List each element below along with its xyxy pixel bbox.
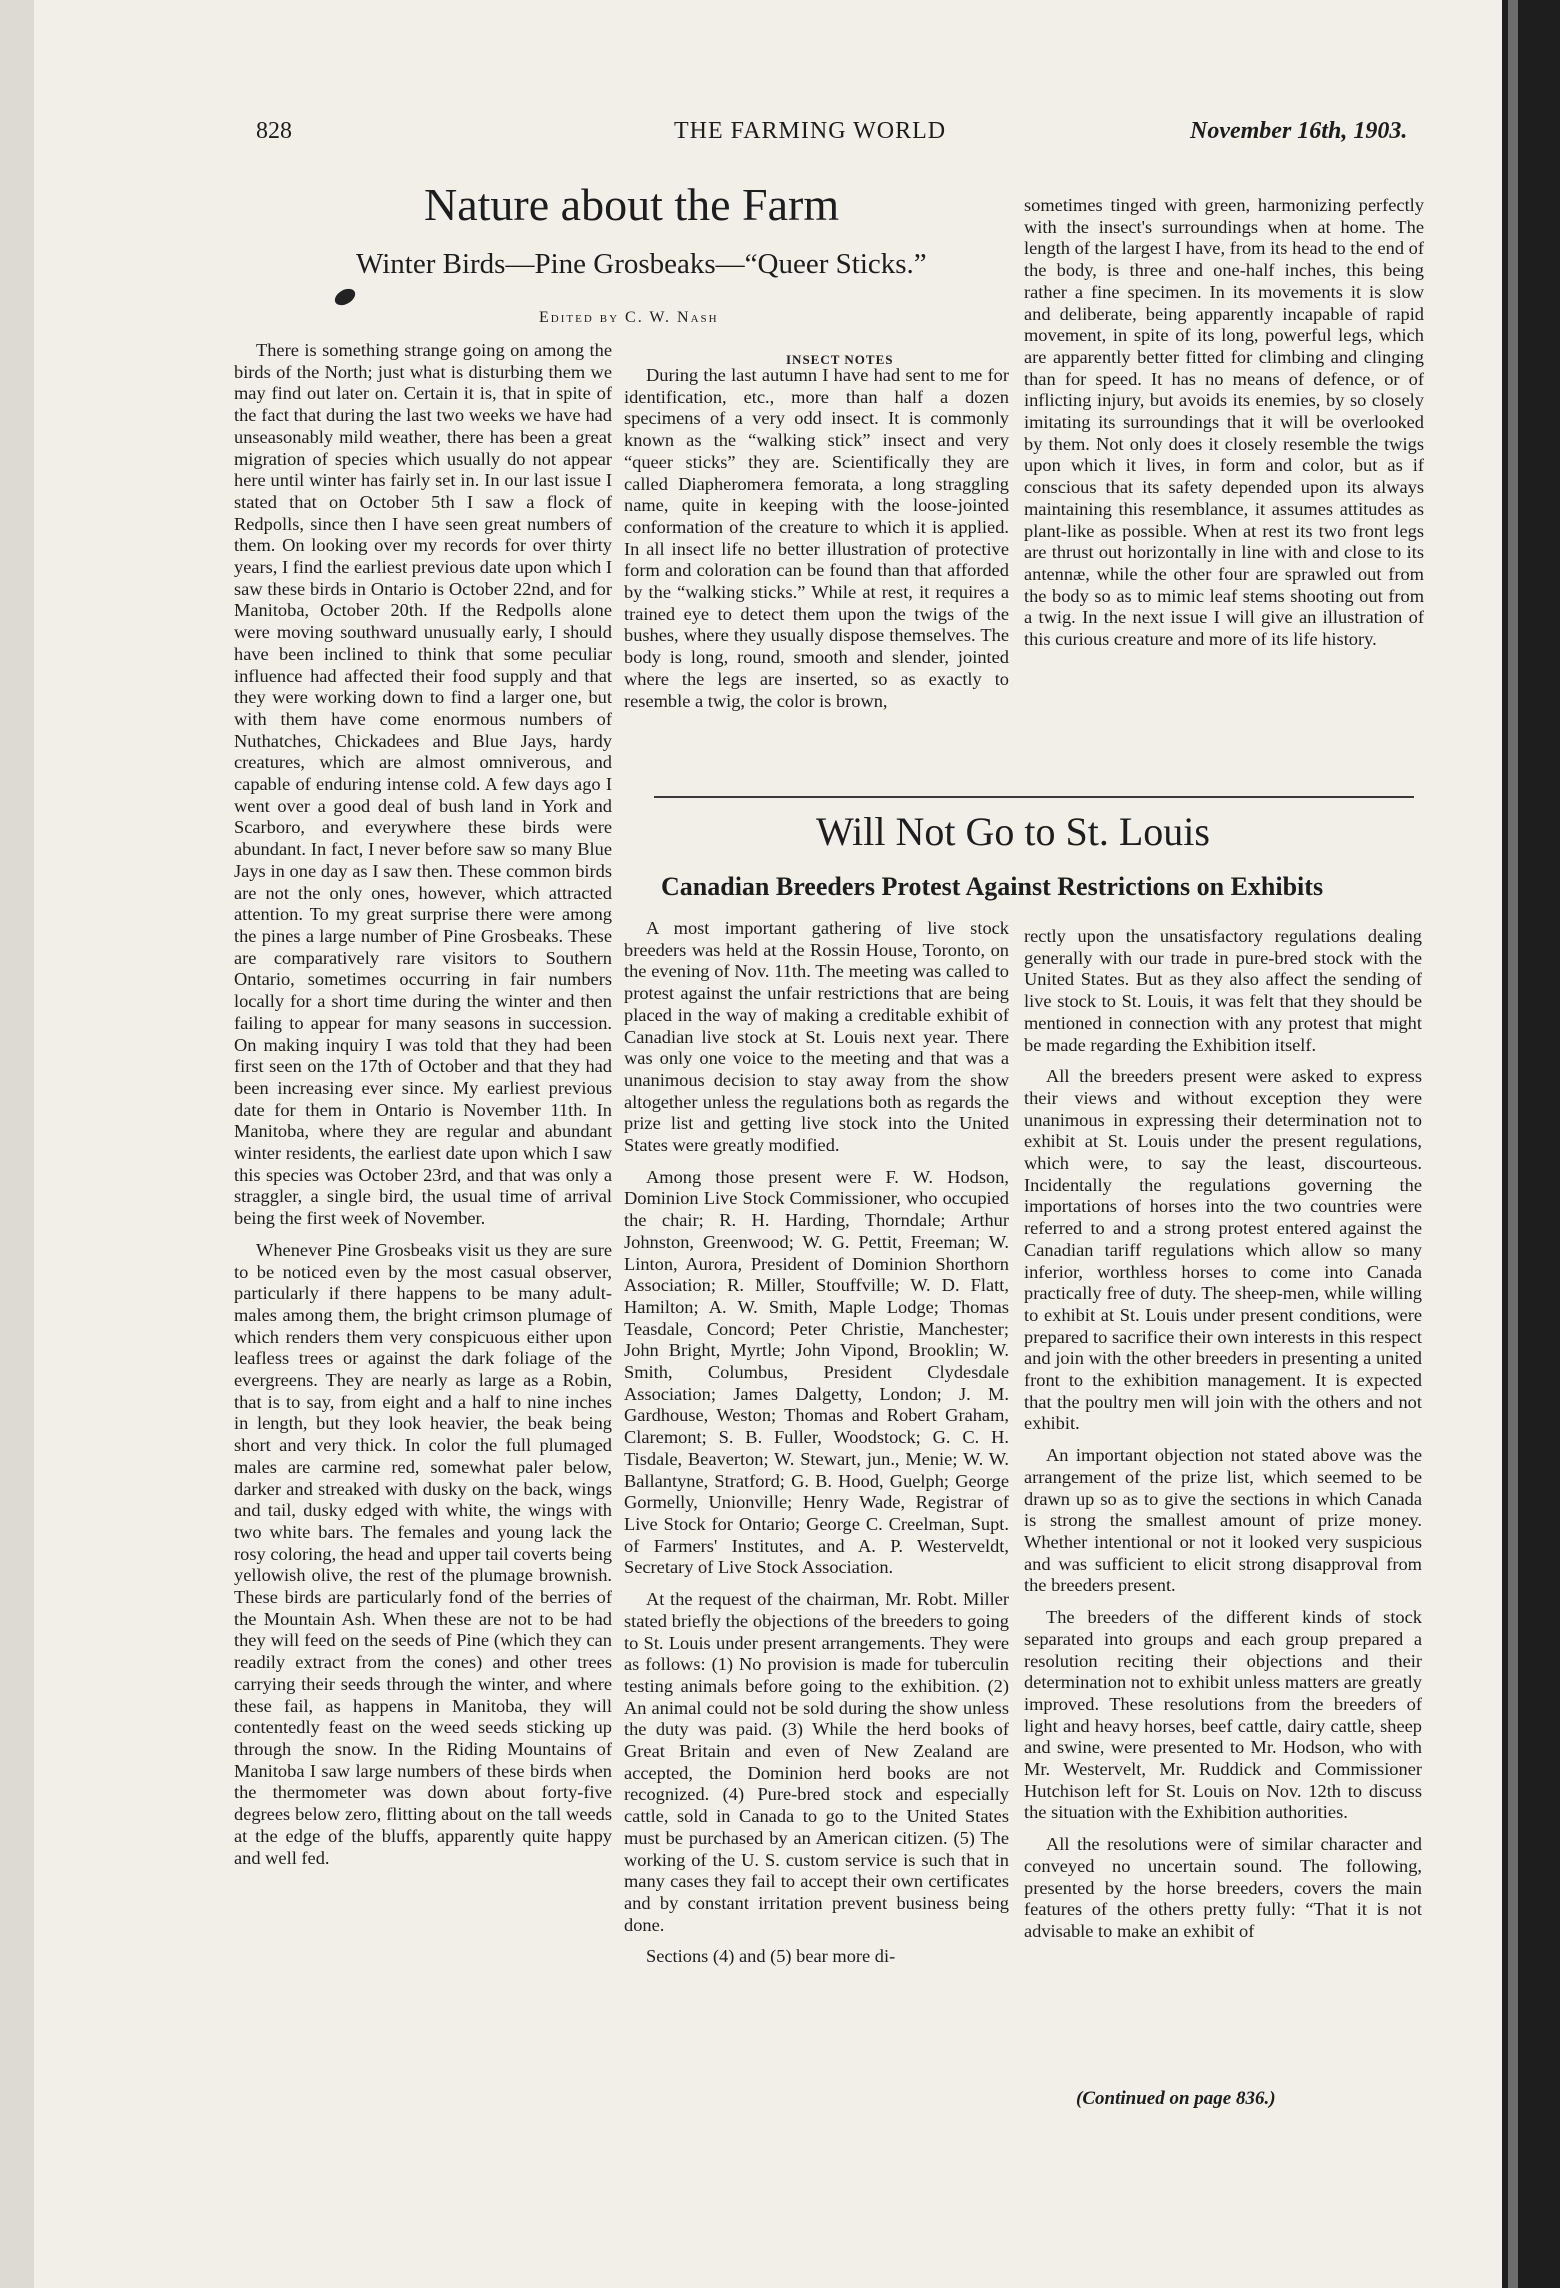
paragraph: Sections (4) and (5) bear more di-	[646, 1946, 896, 1967]
column-breeders-left	[624, 918, 1009, 1968]
scan-edge-strip	[1508, 0, 1518, 2288]
paragraph: Whenever Pine Grosbeaks visit us they are sure to be noticed even by the most casual observer, particularly if there happens to be many adult-males among them, the bright crimson plumage of which renders them very conspicuous either upon leafless trees or against the dark foliage of the evergreens. They are nearly as large as a Robin, that is to say, from eight and a half to nine inches in length, but they look heavier, the beak being short and very thick. In color the full plumaged males are carmine red, somewhat paler below, darker and streaked with dusky on the back, wings and tail, dusky edged with white, the wings with two white bars. The females and young lack the rosy coloring, the head and upper tail coverts being yellowish olive, the rest of the plumage brownish. These birds are particularly fond of the berries of the Mountain Ash. When these are not to be had they will feed on the seeds of Pine (which they can readily extract from the cones) and other trees carrying their seeds through the winter, and where these fail, as happens in Manitoba, they will contentedly feast on the weed seeds sticking up through the snow. In the Riding Mountains of Manitoba I saw large numbers of these birds when the thermometer was down about forty-five degrees below zero, flitting about on the tall weeds at the edge of the bluffs, apparently quite happy and well fed.	[234, 1239, 612, 1868]
paragraph: A most important gathering of live stock breeders was held at the Rossin House, Toronto, on the evening of Nov. 11th. The meeting was called to protest against the unfair restrictions that are being placed in the way of making a creditable exhibit of Canadian live stock at St. Louis next year. There was only one voice to the meeting and that was a unanimous decision to stay away from the show altogether unless the regulations both as regards the prize list and getting live stock into the United States were greatly modified.	[624, 918, 1009, 1156]
paragraph: Among those present were F. W. Hodson, Dominion Live Stock Commissioner, who occupied the chair; R. H. Harding, Thorndale; Arthur Johnston, Greenwood; W. G. Pettit, Freeman; W. Linton, Aurora, President of Dominion Shorthorn Association; R. Miller, Stouffville; W. D. Flatt, Hamilton; A. W. Smith, Maple Lodge; Thomas Teasdale, Concord; Peter Christie, Manchester; John Bright, Myrtle; John Vipond, Brooklin; W. Smith, Columbus, President Clydesdale Association; James Dalgetty, London; J. M. Gardhouse, Weston; Thomas and Robert Graham, Claremont; S. B. Fuller, Woodstock; G. C. H. Tisdale, Beaverton; W. Stewart, jun., Menie; W. W. Ballantyne, Stratford; G. B. Hood, Guelph; George Gormelly, Unionville; Henry Wade, Registrar of Live Stock for Ontario; George C. Creelman, Supt. of Farmers' Institutes, and A. P. Westerveldt, Secretary of Live Stock Association.	[624, 1166, 1009, 1578]
column-breeders-right	[1024, 926, 1422, 1943]
article-subtitle-breeders: Canadian Breeders Protest Against Restrictions on Exhibits	[661, 872, 1324, 901]
issue-date: November 16th, 1903.	[1190, 118, 1408, 144]
column-insect-notes	[624, 365, 1009, 712]
paragraph: All the breeders present were asked to express their views and without exception they were unanimous in expressing their determination not to exhibit at St. Louis under the present regulations, which were, to say the least, discourteous. Incidentally the regulations governing the importations of horses into the two countries were referred to and a strong protest entered against the Canadian tariff regulations which allow so many inferior, worthless horses to come into Canada practically free of duty. The sheep-men, while willing to exhibit at St. Louis under present conditions, were prepared to sacrifice their own interests in this respect and join with the other breeders in presenting a united front to the exhibition management. It is expected that the poultry men will join with the others and not exhibit.	[1024, 1066, 1422, 1434]
article-byline: Edited by C. W. Nash	[539, 309, 719, 326]
page-number: 828	[256, 118, 292, 144]
paragraph: The breeders of the different kinds of stock separated into groups and each group prepared a resolution reciting their objections and their determination not to exhibit unless matters are greatly improved. These resolutions from the breeders of light and heavy horses, beef cattle, dairy cattle, sheep and swine, were presented to Mr. Hodson, who with Mr. Westervelt, Mr. Ruddick and Commissioner Hutchison left for St. Louis on Nov. 12th to discuss the situation with the Exhibition authorities.	[1024, 1607, 1422, 1823]
paragraph: During the last autumn I have had sent to me for identification, etc., more than half a dozen specimens of a very odd insect. It is commonly known as the “walking stick” insect and very “queer sticks” they are. Scientifically they are called Diapheromera femorata, a long straggling name, quite in keeping with the loose-jointed conformation of the creature to which it is applied. In all insect life no better illustration of protective form and coloration can be found than that afforded by the “walking sticks.” While at rest, it requires a trained eye to detect them upon the twigs of the bushes, where they usually dispose themselves. The body is long, round, smooth and slender, jointed where the legs are inserted, so as exactly to resemble a twig, the color is brown,	[624, 365, 1009, 711]
article-divider	[654, 796, 1414, 798]
ink-blot	[332, 285, 358, 308]
paragraph: sometimes tinged with green, harmonizing perfectly with the insect's surroundings when at home. The length of the largest I have, from its head to the end of the body, is three and one-half inches, this being rather a fine specimen. In its movements it is slow and deliberate, being apparently incapable of rapid movement, in spite of its long, powerful legs, which are apparently better fitted for climbing and clinging than for speed. It has no means of defence, or of inflicting injury, but avoids its enemies, by so closely imitating its surroundings that it will be overlooked by them. Not only does it closely resemble the twigs upon which it lives, in form and color, but as if conscious that its safety depended upon its always maintaining this resemblance, it assumes attitudes as plant-like as possible. When at rest its two front legs are thrust out horizontally in line with and close to its antennæ, while the other four are sprawled out from the body so as to mimic leaf stems shooting out from a twig. In the next issue I will give an illustration of this curious creature and more of its life history.	[1024, 195, 1424, 650]
paragraph: All the resolutions were of similar character and conveyed no uncertain sound. The following, presented by the horse breeders, covers the main features of the others pretty fully: “That it is not advisable to make an exhibit of	[1024, 1834, 1422, 1941]
column-insect-notes-continued	[1024, 195, 1424, 651]
publication-title: THE FARMING WORLD	[674, 118, 947, 144]
article-title-nature: Nature about the Farm	[424, 179, 840, 230]
paragraph: An important objection not stated above was the arrangement of the prize list, which seemed to be drawn up so as to give the sections in which Canada is strong the smallest amount of prize money. Whether intentional or not it looked very suspicious and was sufficient to elicit strong disapproval from the breeders present.	[1024, 1445, 1422, 1596]
paragraph: At the request of the chairman, Mr. Robt. Miller stated briefly the objections of the breeders to going to St. Louis under present arrangements. They were as follows: (1) No provision is made for tuberculin testing animals before going to the exhibition. (2) An animal could not be sold during the show unless the duty was paid. (3) While the herd books of Great Britain and even of New Zealand are accepted, the Dominion herd books are not recognized. (4) Pure-bred stock and especially cattle, sold in Canada to go to the United States must be purchased by an American citizen. (5) The working of the U. S. custom service is such that in many cases they fail to accept their own certificates and by constant irritation prevent business being done.	[624, 1589, 1009, 1935]
article-subtitle-winter-birds: Winter Birds—Pine Grosbeaks—“Queer Sticks.”	[356, 248, 927, 280]
paragraph: There is something strange going on among the birds of the North; just what is disturbing them we may find out later on. Certain it is, that in spite of the fact that during the last two weeks we have had unseasonably mild weather, there has been a great migration of species which usually do not appear here until winter has fairly set in. In our last issue I stated that on October 5th I saw a flock of Redpolls, since then I have seen great numbers of them. On looking over my records for over thirty years, I find the earliest previous date upon which I saw these birds in Ontario is October 22nd, and for Manitoba, October 20th. If the Redpolls alone were moving southward unusually early, I should have been inclined to think that some peculiar influence had affected their food supply and that they were working down to find a larger one, but with them have come enormous numbers of Nuthatches, Chickadees and Blue Jays, hardy creatures, which are almost omniverous, and capable of enduring intense cold. A few days ago I went over a good deal of bush land in York and Scarboro, and everywhere these birds were abundant. In fact, I never before saw so many Blue Jays in one day as I saw then. These common birds are not the only ones, however, which attracted attention. To my great surprise there were among the pines a large number of Pine Grosbeaks. These are comparatively rare visitors to Southern Ontario, sometimes occurring in fair numbers locally for a short time during the winter and then failing to appear for many seasons in succession. On making inquiry I was told that they had been first seen on the 17th of October and that they had been increasing ever since. My earliest previous date for them in Ontario is November 11th. In Manitoba, where they are regular and abundant winter residents, the earliest date upon which I saw this species was October 23rd, and that was only a straggler, a single bird, the usual time of arrival being the first week of November.	[234, 340, 612, 1229]
article-title-st-louis: Will Not Go to St. Louis	[816, 809, 1210, 854]
column-birds	[234, 340, 612, 1869]
newspaper-page	[34, 0, 1502, 2288]
continued-note: (Continued on page 836.)	[1076, 2088, 1276, 2109]
paragraph: rectly upon the unsatisfactory regulations dealing generally with our trade in pure-bred stock with the United States. But as they also affect the sending of live stock to St. Louis, it was felt that they should be mentioned in connection with any protest that might be made regarding the Exhibition itself.	[1024, 926, 1422, 1055]
section-heading-insect-notes: INSECT NOTES	[786, 352, 894, 367]
scan-left-margin	[0, 0, 34, 2288]
